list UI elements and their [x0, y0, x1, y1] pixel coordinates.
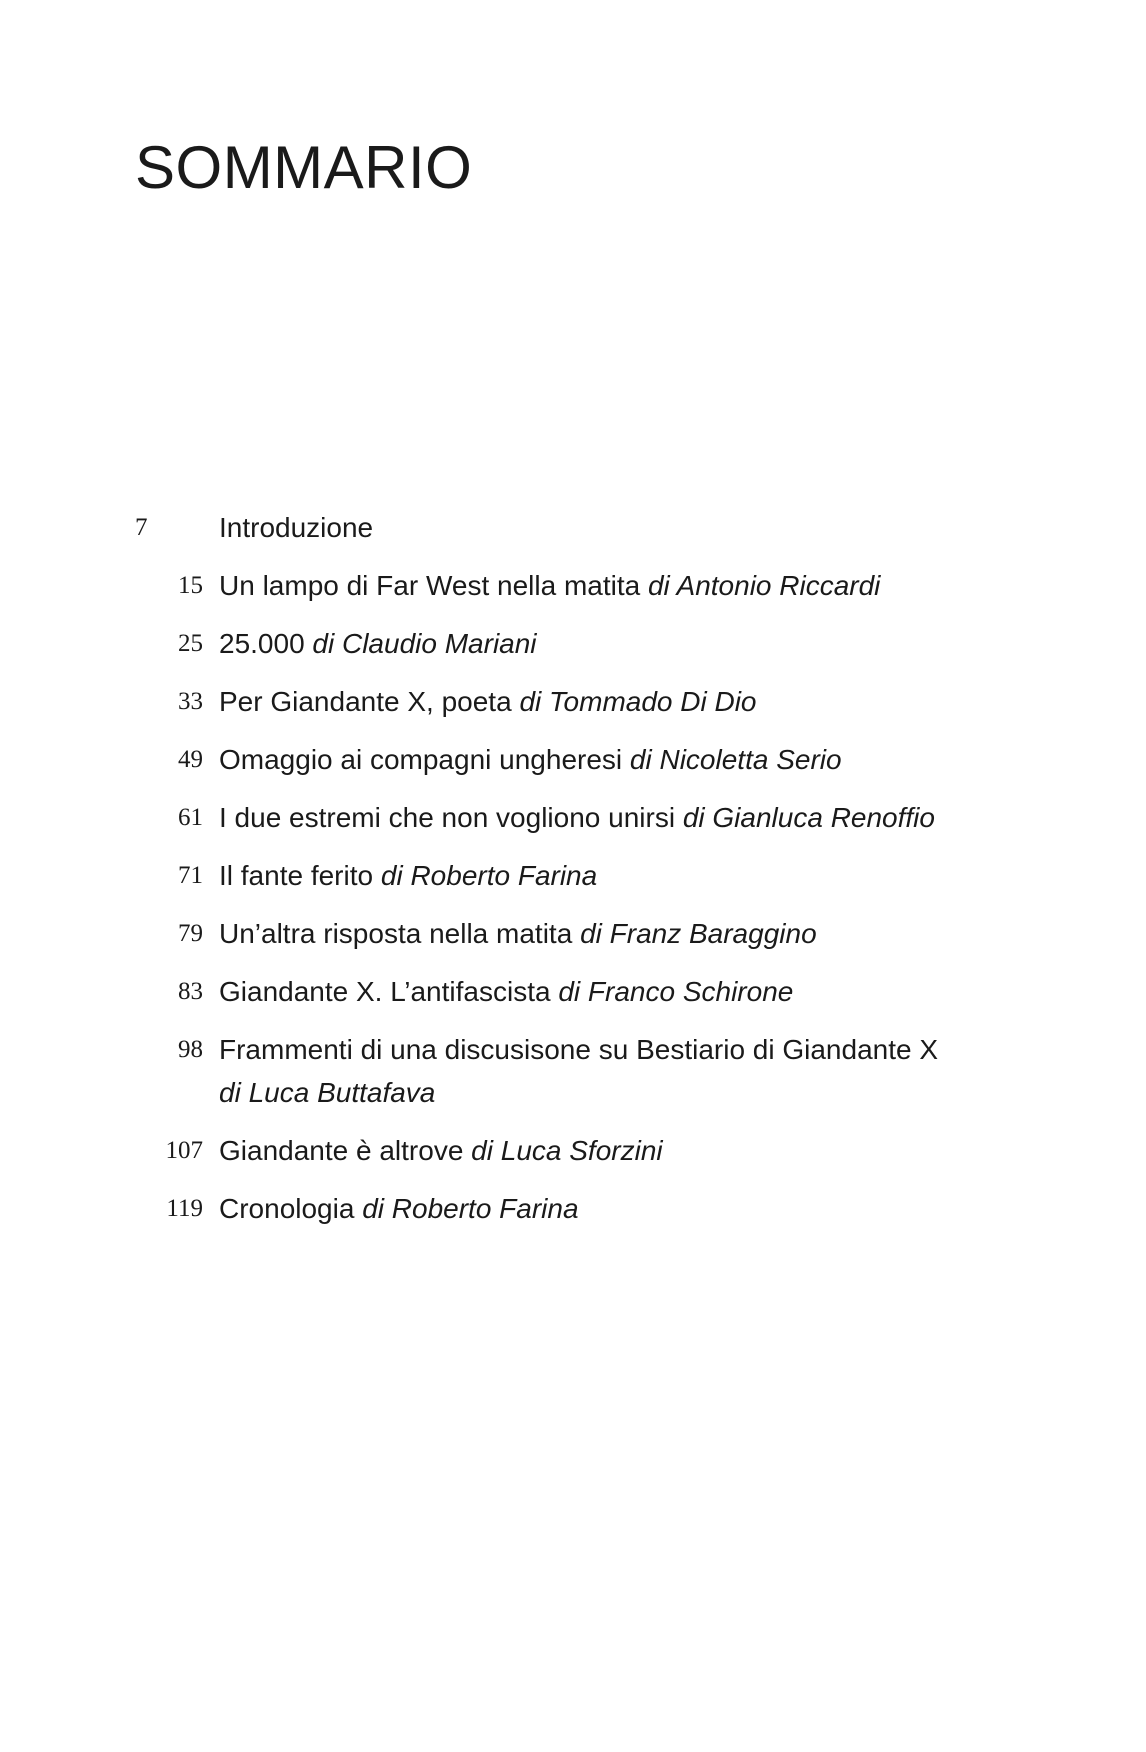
table-of-contents — [135, 510, 1035, 1249]
toc-title: Frammenti di una discusisone su Bestiario di Giandante X — [219, 1034, 939, 1065]
toc-entry-text — [203, 568, 880, 604]
toc-page-number: 79 — [178, 920, 203, 947]
toc-author: di Antonio Riccardi — [647, 570, 881, 601]
toc-author: di Luca Buttafava — [219, 1077, 436, 1108]
toc-entry — [135, 1032, 1035, 1111]
toc-entry — [135, 974, 1035, 1010]
toc-author: di Tommado Di Dio — [519, 686, 757, 717]
toc-author: di Franco Schirone — [558, 976, 794, 1007]
toc-entry — [135, 916, 1035, 952]
toc-title: Introduzione — [219, 512, 374, 543]
toc-page-number: 71 — [178, 862, 203, 889]
toc-page-number: 98 — [178, 1036, 203, 1063]
toc-entry-text — [203, 684, 757, 720]
toc-author: di Nicoletta Serio — [629, 744, 842, 775]
toc-author: di Claudio Mariani — [312, 628, 537, 659]
toc-title: Per Giandante X, poeta — [219, 686, 512, 717]
toc-title: I due estremi che non vogliono unirsi — [219, 802, 676, 833]
toc-entry — [135, 742, 1035, 778]
toc-page-number: 107 — [165, 1137, 203, 1164]
toc-title: Un’altra risposta nella matita — [219, 918, 573, 949]
toc-entry-text — [203, 858, 597, 894]
toc-page-number: 49 — [178, 746, 203, 773]
toc-entry-text — [203, 742, 842, 778]
toc-title: Giandante è altrove — [219, 1135, 464, 1166]
toc-entry-text — [203, 510, 373, 546]
toc-page-number: 7 — [135, 514, 148, 541]
toc-author: di Roberto Farina — [380, 860, 598, 891]
toc-author: di Franz Baraggino — [580, 918, 817, 949]
toc-author: di Roberto Farina — [362, 1193, 579, 1224]
toc-page-number: 33 — [178, 688, 203, 715]
toc-entry — [135, 510, 1035, 546]
toc-page-number: 25 — [178, 630, 203, 657]
toc-title: Giandante X. L’antifascista — [219, 976, 551, 1007]
toc-entry — [135, 858, 1035, 894]
toc-title: Omaggio ai compagni ungheresi — [219, 744, 623, 775]
toc-entry-text — [203, 1133, 663, 1169]
toc-title: 25.000 — [219, 628, 305, 659]
toc-author: di Luca Sforzini — [471, 1135, 663, 1166]
toc-entry-text — [203, 1191, 579, 1227]
toc-page-number: 15 — [178, 572, 203, 599]
toc-entry — [135, 800, 1035, 836]
toc-page-number: 119 — [166, 1195, 203, 1222]
toc-entry — [135, 568, 1035, 604]
toc-entry — [135, 1133, 1035, 1169]
toc-entry — [135, 1191, 1035, 1227]
toc-title: Cronologia — [219, 1193, 355, 1224]
toc-entry — [135, 626, 1035, 662]
toc-author: di Gianluca Renoffio — [682, 802, 935, 833]
page-title: SOMMARIO — [135, 134, 473, 201]
toc-page-number: 83 — [178, 978, 203, 1005]
toc-entry-text — [203, 800, 935, 836]
toc-title: Un lampo di Far West nella matita — [219, 570, 641, 601]
toc-entry-text — [203, 974, 793, 1010]
toc-entry-text — [203, 916, 817, 952]
toc-entry-text — [203, 626, 537, 662]
toc-entry — [135, 684, 1035, 720]
toc-page-number: 61 — [178, 804, 203, 831]
toc-title: Il fante ferito — [219, 860, 374, 891]
toc-entry-text — [203, 1032, 938, 1111]
